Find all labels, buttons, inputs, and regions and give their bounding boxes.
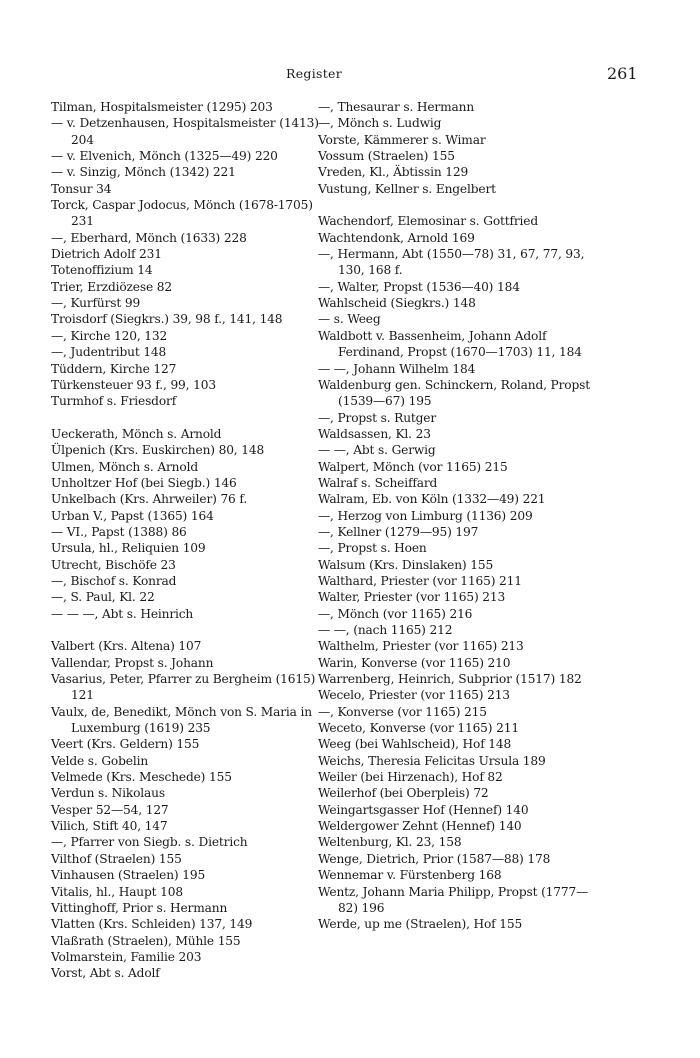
index-entry: Weceto, Konverse (vor 1165) 211 xyxy=(318,721,519,736)
index-entry: Unholtzer Hof (bei Siegb.) 146 xyxy=(51,475,237,490)
index-entry: Türkensteuer 93 f., 99, 103 xyxy=(51,377,216,392)
index-entry: Weichs, Theresia Felicitas Ursula 189 xyxy=(318,753,546,768)
index-entry: —, Bischof s. Konrad xyxy=(51,573,177,588)
index-entry: Warin, Konverse (vor 1165) 210 xyxy=(318,655,511,670)
index-entry: Weltenburg, Kl. 23, 158 xyxy=(318,835,462,850)
index-entry: Wachendorf, Elemosinar s. Gottfried xyxy=(318,214,538,229)
index-entry: Vlatten (Krs. Schleiden) 137, 149 xyxy=(51,917,253,932)
index-entry: Ueckerath, Mönch s. Arnold xyxy=(51,426,222,441)
index-entry: Walpert, Mönch (vor 1165) 215 xyxy=(318,459,508,474)
index-entry: Velde s. Gobelin xyxy=(51,753,149,768)
index-entry: Volmarstein, Familie 203 xyxy=(51,949,202,964)
running-head: Register xyxy=(286,66,343,81)
index-entry: Tonsur 34 xyxy=(51,181,112,196)
index-entry: —, Hermann, Abt (1550—78) 31, 67, 77, 93, 130, 168 f. xyxy=(318,247,585,278)
index-entry: Vustung, Kellner s. Engelbert xyxy=(318,181,496,196)
index-entry: Weldergower Zehnt (Hennef) 140 xyxy=(318,819,522,834)
index-entry: —, Konverse (vor 1165) 215 xyxy=(318,704,487,719)
index-entry: —, Eberhard, Mönch (1633) 228 xyxy=(51,230,247,245)
index-entry: Weeg (bei Wahlscheid), Hof 148 xyxy=(318,737,512,752)
index-entry: —, Thesaurar s. Hermann xyxy=(318,100,475,114)
index-entry: —, Kellner (1279—95) 197 xyxy=(318,524,479,539)
index-entry: Warrenberg, Heinrich, Subprior (1517) 182 xyxy=(318,672,582,687)
index-entry: — —, (nach 1165) 212 xyxy=(318,623,453,637)
index-entry: Wecelo, Priester (vor 1165) 213 xyxy=(318,688,510,703)
index-entry: Walthard, Priester (vor 1165) 211 xyxy=(318,573,522,588)
index-entry: Weilerhof (bei Oberpleis) 72 xyxy=(318,786,489,801)
index-entry: — —, Abt s. Gerwig xyxy=(318,443,436,458)
index-entry: Weiler (bei Hirzenach), Hof 82 xyxy=(318,770,503,785)
index-entry: Wenge, Dietrich, Prior (1587—88) 178 xyxy=(318,851,551,866)
index-column-left xyxy=(51,99,326,982)
index-entry: Utrecht, Bischöfe 23 xyxy=(51,557,176,572)
index-entry: Ülpenich (Krs. Euskirchen) 80, 148 xyxy=(51,443,265,458)
index-entry: Vilich, Stift 40, 147 xyxy=(51,819,168,834)
index-entry: —, Mönch (vor 1165) 216 xyxy=(318,606,473,621)
index-entry: — v. Elvenich, Mönch (1325—49) 220 xyxy=(51,149,278,164)
index-entry: Vitalis, hl., Haupt 108 xyxy=(51,884,183,899)
index-entry: —, Kurfürst 99 xyxy=(51,296,141,311)
entry-gap xyxy=(51,410,326,426)
index-entry: Trier, Erzdiözese 82 xyxy=(51,279,172,294)
index-entry: Urban V., Papst (1365) 164 xyxy=(51,508,214,523)
index-entry: —, Kirche 120, 132 xyxy=(51,328,168,343)
index-entry: Walraf s. Scheiffard xyxy=(318,475,438,490)
index-entry: Vorste, Kämmerer s. Wimar xyxy=(318,132,486,147)
index-entry: Unkelbach (Krs. Ahrweiler) 76 f. xyxy=(51,492,248,507)
index-entry: Vesper 52—54, 127 xyxy=(51,802,169,817)
index-entry: Troisdorf (Siegkrs.) 39, 98 f., 141, 148 xyxy=(51,312,283,327)
index-entry: Dietrich Adolf 231 xyxy=(51,247,162,262)
index-entry: Waldenburg gen. Schinckern, Roland, Propst (1539—67) 195 xyxy=(318,377,590,409)
index-entry: —, Walter, Propst (1536—40) 184 xyxy=(318,279,520,294)
index-entry: Waldbott v. Bassenheim, Johann Adolf Ferdinand, Propst (1670—1703) 11, 184 xyxy=(318,328,582,360)
index-entry: —, Judentribut 148 xyxy=(51,345,167,360)
index-column-right xyxy=(318,99,598,933)
index-entry: Wachtendonk, Arnold 169 xyxy=(318,230,475,245)
page-number: 261 xyxy=(607,64,638,83)
index-entry: Walter, Priester (vor 1165) 213 xyxy=(318,590,506,605)
index-entry: Ulmen, Mönch s. Arnold xyxy=(51,459,198,474)
index-entry: Vasarius, Peter, Pfarrer zu Bergheim (1615) 121 xyxy=(51,672,316,703)
index-entry: Tüddern, Kirche 127 xyxy=(51,361,177,376)
index-entry: Walram, Eb. von Köln (1332—49) 221 xyxy=(318,492,546,507)
index-entry: Totenoffizium 14 xyxy=(51,263,153,278)
index-entry: Vallendar, Propst s. Johann xyxy=(51,655,214,670)
index-entry: — v. Sinzig, Mönch (1342) 221 xyxy=(51,165,236,180)
index-entry: Vlaßrath (Straelen), Mühle 155 xyxy=(51,933,241,948)
index-entry: Wahlscheid (Siegkrs.) 148 xyxy=(318,296,476,311)
index-entry: Torck, Caspar Jodocus, Mönch (1678-1705) 231 xyxy=(51,198,313,229)
index-entry: Vossum (Straelen) 155 xyxy=(318,149,455,164)
index-entry: —, Mönch s. Ludwig xyxy=(318,116,442,131)
index-entry: Vreden, Kl., Äbtissin 129 xyxy=(318,165,469,180)
entry-gap xyxy=(51,622,326,638)
index-entry: — —, Johann Wilhelm 184 xyxy=(318,361,476,376)
index-entry: Valbert (Krs. Altena) 107 xyxy=(51,639,202,654)
index-entry: Vinhausen (Straelen) 195 xyxy=(51,868,206,883)
index-entry: Tilman, Hospitalsmeister (1295) 203 xyxy=(51,100,273,114)
entry-gap xyxy=(318,197,598,213)
index-entry: Ursula, hl., Reliquien 109 xyxy=(51,541,206,556)
index-entry: Weingartsgasser Hof (Hennef) 140 xyxy=(318,802,529,817)
index-entry: Veert (Krs. Geldern) 155 xyxy=(51,737,200,752)
index-entry: Turmhof s. Friesdorf xyxy=(51,394,177,409)
index-entry: Waldsassen, Kl. 23 xyxy=(318,426,431,441)
index-entry: — VI., Papst (1388) 86 xyxy=(51,524,187,539)
index-entry: —, Propst s. Hoen xyxy=(318,541,427,556)
index-entry: Velmede (Krs. Meschede) 155 xyxy=(51,770,232,785)
index-entry: — — —, Abt s. Heinrich xyxy=(51,606,194,621)
index-entry: Vaulx, de, Benedikt, Mönch von S. Maria in Luxemburg (1619) 235 xyxy=(51,704,312,736)
index-entry: — v. Detzenhausen, Hospitalsmeister (1413) 204 xyxy=(51,116,319,147)
index-entry: —, S. Paul, Kl. 22 xyxy=(51,590,155,605)
index-entry: Wentz, Johann Maria Philipp, Propst (1777—82) 196 xyxy=(318,884,589,915)
index-entry: —, Propst s. Rutger xyxy=(318,410,437,425)
index-entry: —, Pfarrer von Siegb. s. Dietrich xyxy=(51,835,248,850)
index-entry: Wennemar v. Fürstenberg 168 xyxy=(318,868,502,883)
index-entry: Vorst, Abt s. Adolf xyxy=(51,966,160,981)
index-entry: —, Herzog von Limburg (1136) 209 xyxy=(318,508,533,523)
index-entry: Walthelm, Priester (vor 1165) 213 xyxy=(318,639,524,654)
index-entry: Vittinghoff, Prior s. Hermann xyxy=(51,900,228,915)
index-entry: Walsum (Krs. Dinslaken) 155 xyxy=(318,557,494,572)
index-entry: Werde, up me (Straelen), Hof 155 xyxy=(318,917,523,932)
index-entry: Verdun s. Nikolaus xyxy=(51,786,165,801)
index-entry: — s. Weeg xyxy=(318,312,381,327)
index-entry: Vilthof (Straelen) 155 xyxy=(51,851,182,866)
